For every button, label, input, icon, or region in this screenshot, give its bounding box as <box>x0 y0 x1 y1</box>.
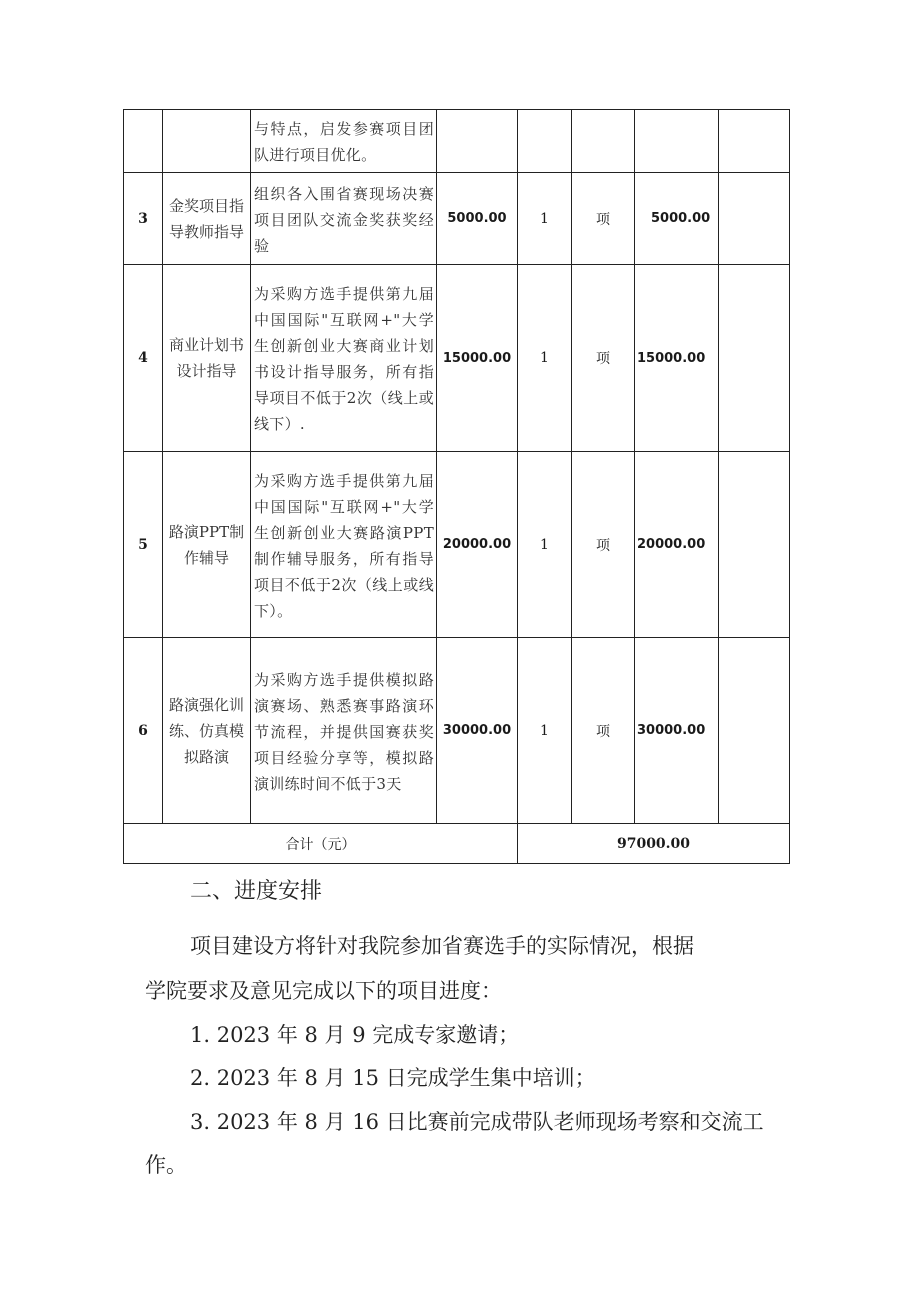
line-total: 20000.00 <box>635 452 719 638</box>
item-name: 金奖项目指导教师指导 <box>163 173 251 265</box>
table-row <box>124 110 790 173</box>
unit: 项 <box>572 265 635 452</box>
line-total: 15000.00 <box>635 265 719 452</box>
table-row <box>124 173 790 265</box>
row-number: 4 <box>124 265 163 452</box>
item-description: 与特点，启发参赛项目团队进行项目优化。 <box>251 110 437 173</box>
quantity: 1 <box>518 173 572 265</box>
row-number: 3 <box>124 173 163 265</box>
row-number: 5 <box>124 452 163 638</box>
quantity: 1 <box>518 638 572 824</box>
remark-cell <box>719 452 790 638</box>
quantity <box>518 110 572 173</box>
unit: 项 <box>572 638 635 824</box>
row-number <box>124 110 163 173</box>
quantity: 1 <box>518 452 572 638</box>
table-row <box>124 638 790 824</box>
item-description: 为采购方选手提供第九届中国国际"互联网+"大学生创新创业大赛路演PPT制作辅导服务，所有指导项目不低于2次（线上或线下）。 <box>251 452 437 638</box>
budget-table <box>123 109 790 864</box>
schedule-item: 3. 2023 年 8 月 16 日比赛前完成带队老师现场考察和交流工 <box>190 1110 764 1134</box>
quantity: 1 <box>518 265 572 452</box>
unit-price: 30000.00 <box>437 638 518 824</box>
paragraph-line: 学院要求及意见完成以下的项目进度： <box>145 979 502 1003</box>
line-total: 5000.00 <box>635 173 719 265</box>
schedule-item: 2. 2023 年 8 月 15 日完成学生集中培训； <box>190 1066 596 1090</box>
item-name: 路演PPT制作辅导 <box>163 452 251 638</box>
sum-row <box>124 824 790 864</box>
item-name: 商业计划书设计指导 <box>163 265 251 452</box>
sum-value: 97000.00 <box>518 824 790 864</box>
remark-cell <box>719 110 790 173</box>
line-total <box>635 110 719 173</box>
unit-price: 20000.00 <box>437 452 518 638</box>
item-name <box>163 110 251 173</box>
unit: 项 <box>572 173 635 265</box>
unit-price <box>437 110 518 173</box>
schedule-item: 1. 2023 年 8 月 9 完成专家邀请； <box>190 1023 520 1047</box>
table-row <box>124 265 790 452</box>
remark-cell <box>719 265 790 452</box>
table-row <box>124 452 790 638</box>
line-total: 30000.00 <box>635 638 719 824</box>
paragraph-line: 项目建设方将针对我院参加省赛选手的实际情况，根据 <box>190 934 694 958</box>
sum-label: 合计（元） <box>124 824 518 864</box>
unit-price: 15000.00 <box>437 265 518 452</box>
unit <box>572 110 635 173</box>
schedule-item-continued: 作。 <box>145 1153 187 1177</box>
row-number: 6 <box>124 638 163 824</box>
remark-cell <box>719 638 790 824</box>
remark-cell <box>719 173 790 265</box>
item-description: 为采购方选手提供模拟路演赛场、熟悉赛事路演环节流程，并提供国赛获奖项目经验分享等，模拟路演训练时间不低于3天 <box>251 638 437 824</box>
item-description: 组织各入围省赛现场决赛项目团队交流金奖获奖经验 <box>251 173 437 265</box>
section-heading: 二、进度安排 <box>190 879 323 904</box>
unit: 项 <box>572 452 635 638</box>
item-name: 路演强化训练、仿真模拟路演 <box>163 638 251 824</box>
item-description: 为采购方选手提供第九届中国国际"互联网+"大学生创新创业大赛商业计划书设计指导服务，所有指导项目不低于2次（线上或线下）. <box>251 265 437 452</box>
unit-price: 5000.00 <box>437 173 518 265</box>
